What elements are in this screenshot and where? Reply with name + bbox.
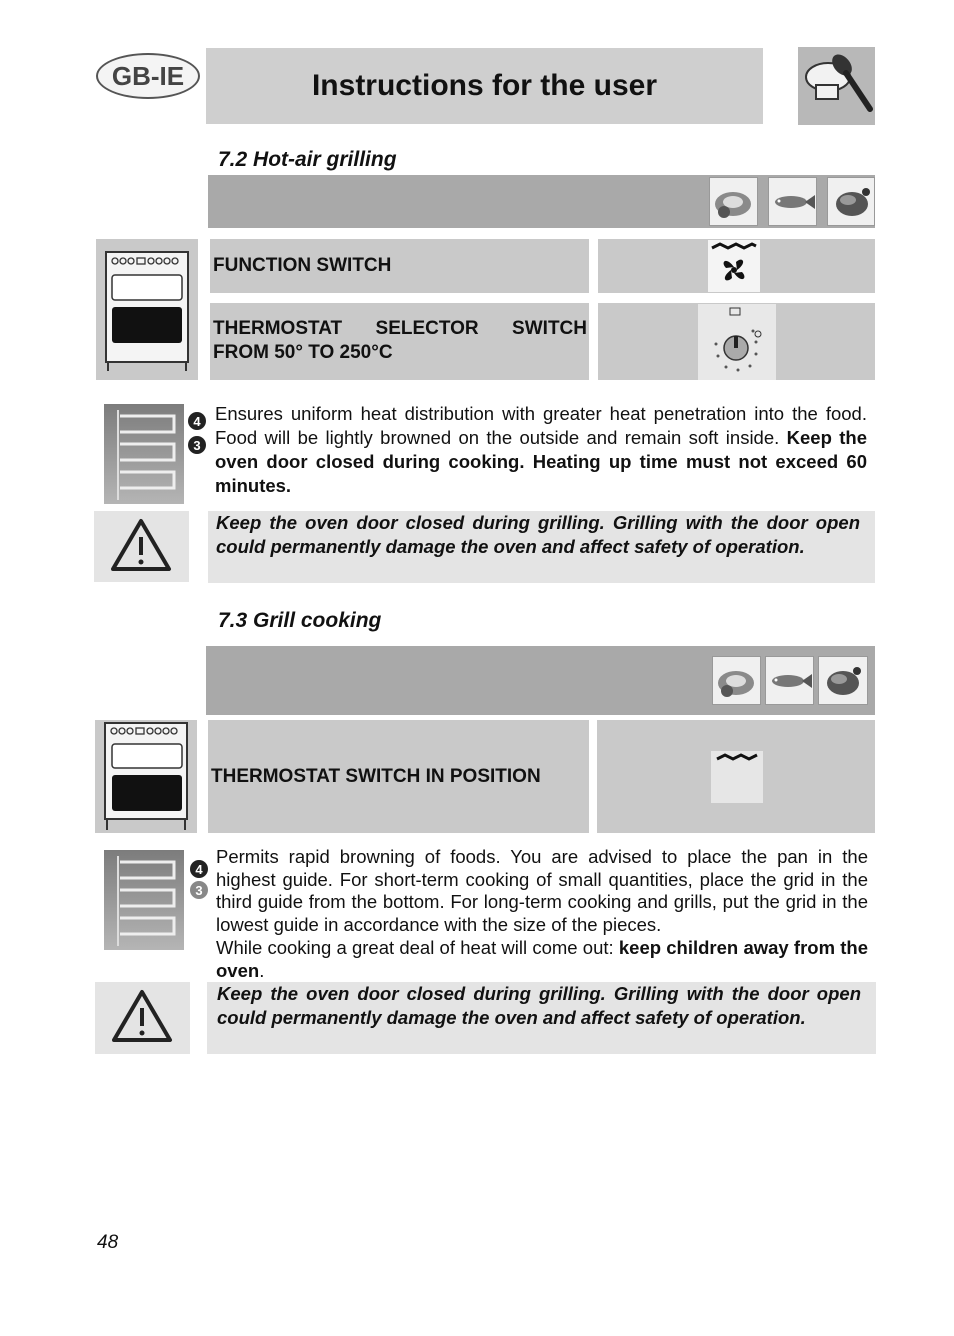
oven-icon: [95, 720, 197, 833]
region-badge: GB-IE: [96, 53, 200, 99]
shelf-guide-icon: [104, 850, 184, 950]
thermostat-label-line1: THERMOSTAT SELECTOR SWITCH: [213, 318, 587, 339]
warning-icon: [94, 511, 189, 582]
thermostat-position-label: THERMOSTAT SWITCH IN POSITION: [208, 720, 589, 833]
oven-illustration-2: [95, 720, 197, 833]
grill-bold-text: keep children away from the oven: [216, 936, 868, 981]
grill-text-2: While cooking a great deal of heat will come out:: [216, 936, 619, 958]
oven-icon: [96, 239, 198, 380]
poultry-icon: [818, 656, 868, 705]
fish-icon: [768, 177, 817, 226]
section-title-hot-air-grilling: 7.2 Hot-air grilling: [218, 148, 397, 171]
hot-air-bold-text: Keep the oven door closed during cooking. Heating up time must not exceed 60 minutes.: [215, 427, 867, 496]
meat-icon: [712, 656, 761, 705]
warning-box-2: [95, 982, 190, 1054]
grill-element-icon: [711, 751, 763, 803]
shelf-number-3: 3: [190, 881, 208, 899]
fish-icon: [765, 656, 814, 705]
page-title: Instructions for the user: [206, 48, 763, 124]
shelf-number-4: 4: [188, 412, 206, 430]
grill-text: Permits rapid browning of foods. You are advised to place the pan in the highest guide. For short-term cooking of small quantities, place the grid in the third guide from the bottom. For long-term cooking and grills, put the grid in the lowest guide in accordance with the size of the pieces.: [216, 846, 868, 936]
thermostat-label-line2: FROM 50° TO 250°C: [213, 342, 393, 363]
page-number: 48: [97, 1232, 119, 1253]
grill-description: [216, 846, 868, 982]
shelf-guide-icon: [104, 404, 184, 504]
oven-illustration: [96, 239, 198, 380]
fan-grill-icon: [708, 240, 760, 292]
thermostat-dial-icon: [698, 304, 776, 380]
shelf-number-4: 4: [190, 860, 208, 878]
grill-text-end: .: [259, 959, 265, 981]
thermostat-selector-label: [210, 303, 589, 380]
function-switch-label: FUNCTION SWITCH: [210, 239, 589, 293]
hot-air-description: [215, 402, 867, 498]
warning-icon: [95, 982, 190, 1054]
hot-air-warning: Keep the oven door closed during grilling. Grilling with the door open could permanently damage the oven and affect safety of operation.: [208, 511, 875, 583]
poultry-icon: [827, 177, 875, 226]
meat-icon: [709, 177, 758, 226]
grill-warning: Keep the oven door closed during grilling. Grilling with the door open could permanently damage the oven and affect safety of operation.: [207, 982, 876, 1054]
hot-air-text: Ensures uniform heat distribution with greater heat penetration into the food. Food will be lightly browned on the outside and remain soft inside.: [215, 403, 867, 448]
chef-spoon-icon: [798, 47, 875, 125]
shelf-number-3: 3: [188, 436, 206, 454]
section-title-grill-cooking: 7.3 Grill cooking: [218, 609, 382, 632]
warning-box: [94, 511, 189, 582]
